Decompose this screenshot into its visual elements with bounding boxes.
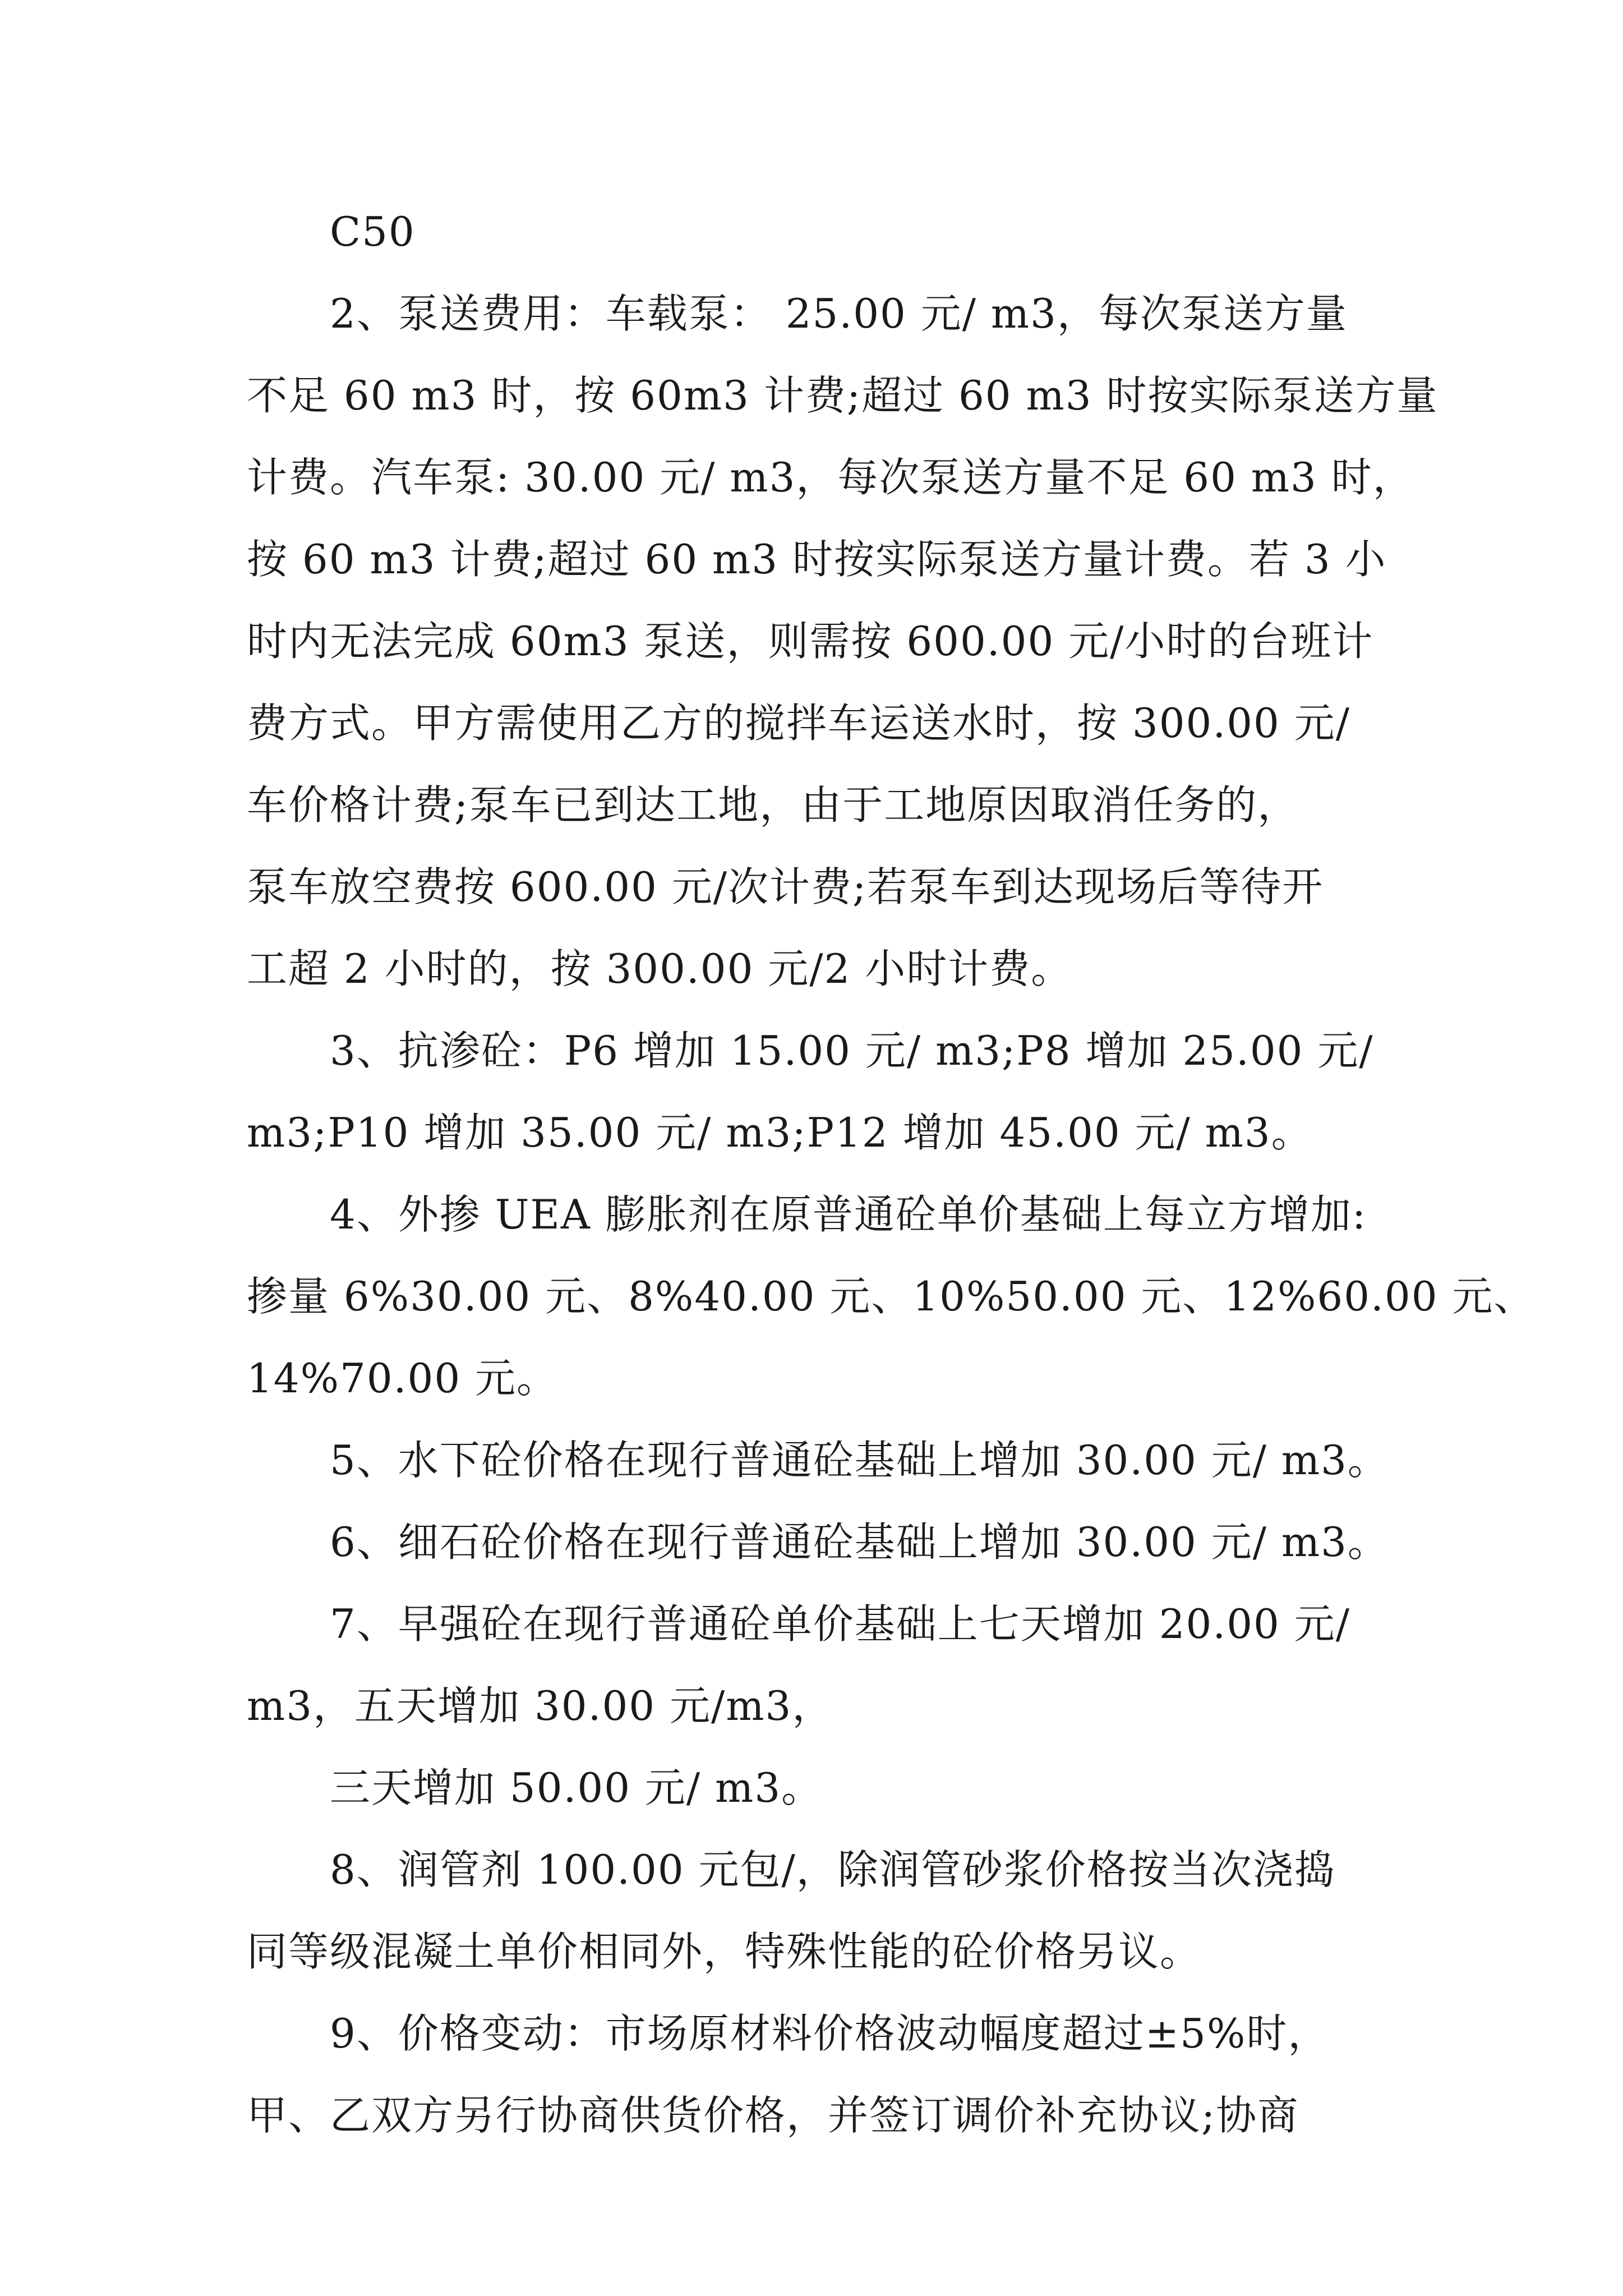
text-line: 时内无法完成 60m3 泵送，则需按 600.00 元/小时的台班计 — [247, 618, 1374, 665]
text-line: C50 — [330, 208, 416, 255]
text-line: 8、润管剂 100.00 元包/，除润管砂浆价格按当次浇捣 — [330, 1846, 1336, 1893]
text-line: 车价格计费;泵车已到达工地，由于工地原因取消任务的， — [247, 781, 1299, 829]
text-line: 按 60 m3 计费;超过 60 m3 时按实际泵送方量计费。若 3 小 — [247, 536, 1387, 583]
text-line: 三天增加 50.00 元/ m3。 — [330, 1764, 823, 1811]
text-line: 4、外掺 UEA 膨胀剂在原普通砼单价基础上每立方增加: — [330, 1191, 1367, 1238]
text-line: 掺量 6%30.00 元、8%40.00 元、10%50.00 元、12%60.00 元、 — [247, 1273, 1536, 1320]
text-line: m3;P10 增加 35.00 元/ m3;P12 增加 45.00 元/ m3。 — [247, 1109, 1313, 1156]
text-line: 同等级混凝土单价相同外，特殊性能的砼价格另议。 — [247, 1928, 1202, 1975]
text-line: 费方式。甲方需使用乙方的搅拌车运送水时，按 300.00 元/ — [247, 700, 1350, 747]
text-line: 3、抗渗砼：P6 增加 15.00 元/ m3;P8 增加 25.00 元/ — [330, 1027, 1374, 1074]
text-line: 7、早强砼在现行普通砼单价基础上七天增加 20.00 元/ — [330, 1600, 1350, 1648]
text-line: 工超 2 小时的，按 300.00 元/2 小时计费。 — [247, 945, 1073, 992]
text-line: 9、价格变动：市场原材料价格波动幅度超过±5%时， — [330, 2010, 1330, 2057]
text-line: 6、细石砼价格在现行普通砼基础上增加 30.00 元/ m3。 — [330, 1519, 1389, 1566]
text-line: 甲、乙双方另行协商供货价格，并签订调价补充协议;协商 — [247, 2092, 1299, 2139]
text-line: 14%70.00 元。 — [247, 1355, 559, 1402]
text-line: 2、泵送费用：车载泵： 25.00 元/ m3，每次泵送方量 — [330, 290, 1348, 337]
text-line: 不足 60 m3 时，按 60m3 计费;超过 60 m3 时按实际泵送方量 — [247, 372, 1438, 419]
text-line: 5、水下砼价格在现行普通砼基础上增加 30.00 元/ m3。 — [330, 1437, 1389, 1484]
text-line: 泵车放空费按 600.00 元/次计费;若泵车到达现场后等待开 — [247, 863, 1324, 910]
text-line: m3，五天增加 30.00 元/m3， — [247, 1682, 834, 1729]
document-body — [247, 191, 1536, 2156]
text-line: 计费。汽车泵: 30.00 元/ m3，每次泵送方量不足 60 m3 时， — [247, 454, 1414, 501]
